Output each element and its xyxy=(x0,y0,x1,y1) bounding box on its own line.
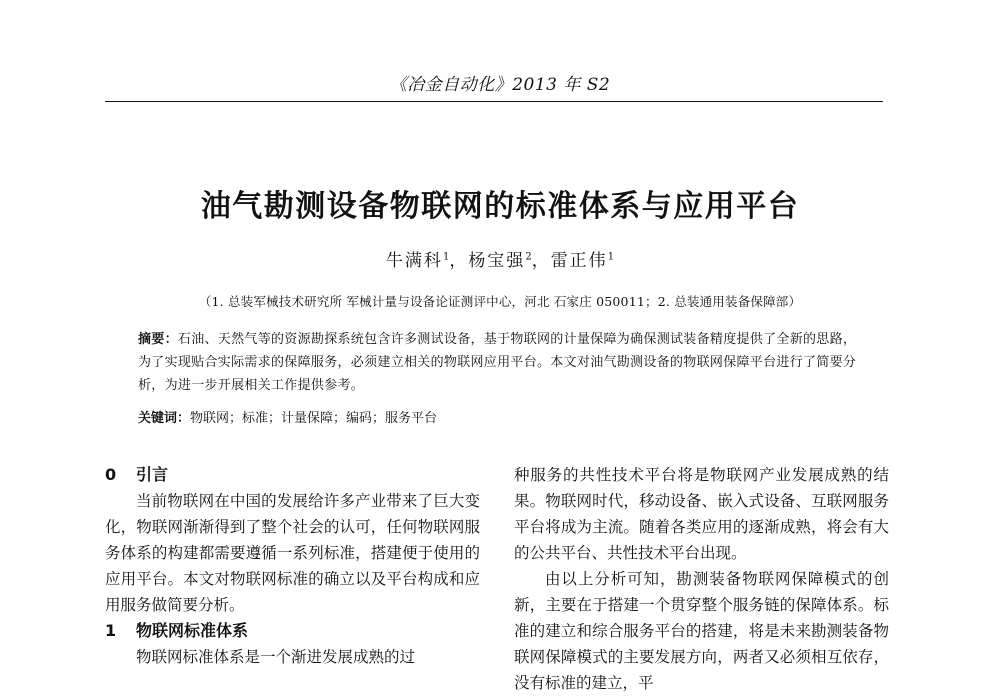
left-column xyxy=(105,462,480,670)
keywords-text: 物联网；标准；计量保障；编码；服务平台 xyxy=(190,411,438,426)
abstract-text: 石油、天然气等的资源勘探系统包含许多测试设备，基于物联网的计量保障为确保测试装备精度提供了全新的思路，为了实现贴合实际需求的保障服务，必须建立相关的物联网应用平台。本文对油气勘测设备的物联网保障平台进行了简要分析，为进一步开展相关工作提供参考。 xyxy=(138,332,857,393)
journal-header: 《冶金自动化》2013 年 S2 xyxy=(389,75,611,95)
author-affil-mark: 1 xyxy=(607,251,615,263)
author-name: 杨宝强 xyxy=(468,251,526,271)
abstract-label: 摘要： xyxy=(138,332,178,347)
author-name: 雷正伟 xyxy=(550,251,608,271)
section-number: 0 xyxy=(105,465,117,484)
right-column xyxy=(514,462,889,696)
author-list xyxy=(0,246,1000,271)
body-paragraph: 当前物联网在中国的发展给许多产业带来了巨大变化，物联网渐渐得到了整个社会的认可，任何物联网服务体系的构建都需要遵循一系列标准，搭建便于使用的应用平台。本文对物联网标准的确立以及平台构成和应用服务做简要分析。 xyxy=(105,492,480,614)
keywords xyxy=(138,407,860,430)
section-number: 1 xyxy=(105,621,117,640)
section-heading xyxy=(105,618,480,644)
author-separator: ， xyxy=(531,251,551,271)
author-affil-mark: 1 xyxy=(442,251,450,263)
keywords-label: 关键词： xyxy=(138,411,191,426)
abstract xyxy=(138,328,860,397)
paper-title: 油气勘测设备物联网的标准体系与应用平台 xyxy=(200,189,800,224)
header-rule xyxy=(105,101,883,102)
affiliation: （1. 总装军械技术研究所 军械计量与设备论证测评中心，河北 石家庄 050011；2. 总装通用装备保障部） xyxy=(198,294,802,309)
section-title: 引言 xyxy=(136,465,169,484)
body-paragraph: 物联网标准体系是一个渐进发展成熟的过 xyxy=(136,648,416,666)
author-name: 牛满科 xyxy=(385,251,443,271)
section-heading xyxy=(105,462,480,488)
section-title: 物联网标准体系 xyxy=(136,621,249,640)
author-affil-mark: 2 xyxy=(525,251,532,263)
body-paragraph: 种服务的共性技术平台将是物联网产业发展成熟的结果。物联网时代，移动设备、嵌入式设备、互联网服务平台将成为主流。随着各类应用的逐渐成熟，将会有大的公共平台、共性技术平台出现。 xyxy=(514,466,889,562)
body-paragraph: 由以上分析可知，勘测装备物联网保障模式的创新，主要在于搭建一个贯穿整个服务链的保障体系。标准的建立和综合服务平台的搭建，将是未来勘测装备物联网保障模式的主要发展方向，两者又必须相互依存，没有标准的建立，平 xyxy=(514,570,889,692)
author-separator: ， xyxy=(449,251,469,271)
